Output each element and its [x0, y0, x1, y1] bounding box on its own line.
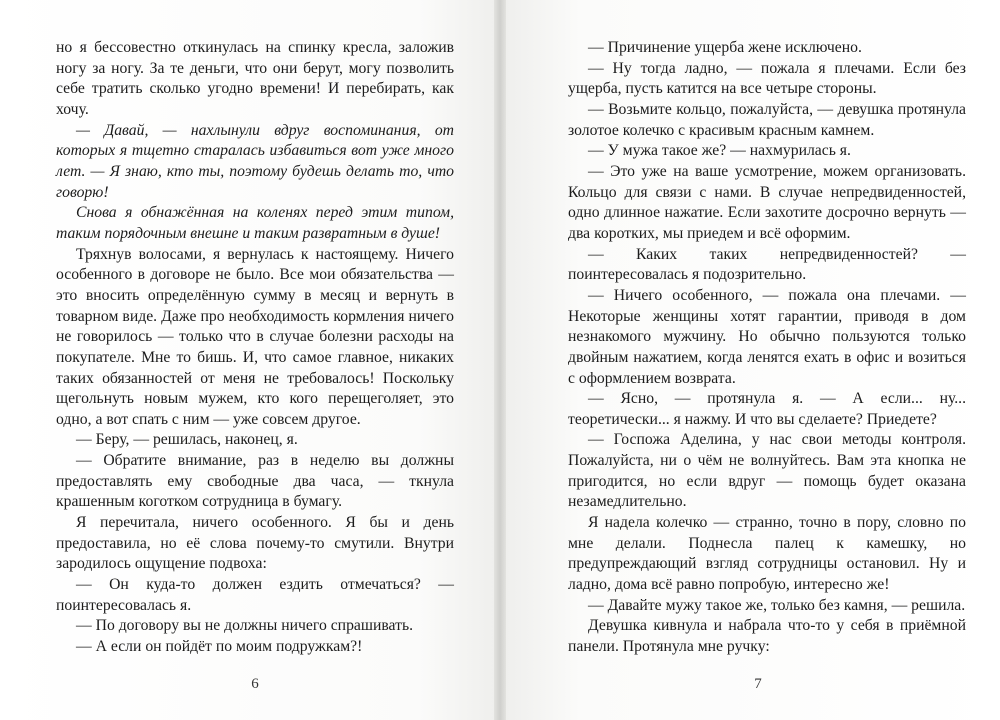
paragraph: — Давай, — нахлынули вдруг воспоминания, от которых я тщетно старалась избавиться вот уже много лет. — Я знаю, кто ты, поэтому будешь делать то, что говорю!	[56, 121, 454, 201]
paragraph: Девушка кивнула и набрала что-то у себя в приёмной панели. Протянула мне ручку:	[568, 617, 966, 656]
paragraph: — Он куда-то должен ездить отмечаться? — поинтересовалась я.	[56, 576, 454, 614]
right-page-text	[568, 38, 966, 658]
paragraph: — По договору вы не должны ничего спрашивать.	[76, 617, 414, 635]
paragraph: Я надела колечко — странно, точно в пору, словно по мне делали. Поднесла палец к камешку, но предупреждающий взгляд сотрудницы остановил. Ну и ладно, дома всё равно попробую, интересно же!	[568, 514, 966, 594]
paragraph: — Обратите внимание, раз в неделю вы должны предоставлять ему свободные два часа, — ткнула крашенным коготком сотрудница в бумагу.	[56, 452, 454, 511]
page-number: 7	[754, 676, 762, 692]
paragraph: — Каких таких непредвиденностей? — поинтересовалась я подозрительно.	[568, 245, 966, 284]
paragraph: Тряхнув волосами, я вернулась к настоящему. Ничего особенного в договоре не было. Все мои обязательства — это вносить определённую сумму в месяц и вернуть в товарном виде. Даже про необходимость кормления ничего не говорилось — только что в случае болезни расходы на покупателе. Мне то бишь. И, что самое главное, никаких таких обязанностей от меня не требовалось! Поскольку щегольнуть новым мужем, кто кого перещеголяет, это одно, а вот спать с ним — уже совсем другое.	[56, 245, 454, 428]
left-page	[0, 0, 494, 720]
paragraph: — Ну тогда ладно, — пожала я плечами. Если без ущерба, пусть катится на все четыре стороны.	[568, 59, 966, 98]
paragraph: — Ничего особенного, — пожала она плечами. — Некоторые женщины хотят гарантии, приводя в дом незнакомого мужчину. Но обычно пользуются только двойным нажатием, когда ленятся ехать в офис и возиться с оформлением возврата.	[568, 286, 966, 387]
paragraph: — У мужа такое же? — нахмурилась я.	[588, 142, 851, 160]
page-number: 6	[251, 676, 259, 692]
paragraph: — Это уже на ваше усмотрение, можем организовать. Кольцо для связи с нами. В случае непредвиденностей, одно длинное нажатие. Если захотите досрочно вернуть — два коротких, мы приедем и всё оформим.	[568, 162, 966, 242]
paragraph: Снова я обнажённая на коленях перед этим типом, таким порядочным внешне и таким развратным в душе!	[56, 204, 454, 242]
right-page	[506, 0, 1000, 720]
book-gutter	[494, 0, 506, 720]
paragraph: Я перечитала, ничего особенного. Я бы и день предоставила, но её слова почему-то смутили. Внутри зародилось ощущение подвоха:	[56, 514, 454, 573]
paragraph: — Ясно, — протянула я. — А если... ну... теоретически... я нажму. И что вы сделаете? Приедете?	[568, 390, 966, 428]
paragraph: — Госпожа Аделина, у нас свои методы контроля. Пожалуйста, ни о чём не волнуйтесь. Вам эта кнопка не пригодится, но если вдруг — помощь будет оказана незамедлительно.	[568, 431, 966, 511]
left-page-text	[56, 38, 454, 658]
paragraph: — Возьмите кольцо, пожалуйста, — девушка протянула золотое колечко с красивым красным камнем.	[568, 100, 966, 139]
paragraph: — Причинение ущерба жене исключено.	[588, 39, 862, 56]
paragraph: — Давайте мужу такое же, только без камня, — решила.	[588, 596, 966, 614]
paragraph: — А если он пойдёт по моим подружкам?!	[76, 638, 363, 656]
paragraph: но я бессовестно откинулась на спинку кресла, заложив ногу за ногу. За те деньги, что они берут, могу позволить себе тратить сколько угодно времени! И перебирать, как хочу.	[56, 39, 454, 118]
paragraph: — Беру, — решилась, наконец, я.	[76, 431, 298, 449]
